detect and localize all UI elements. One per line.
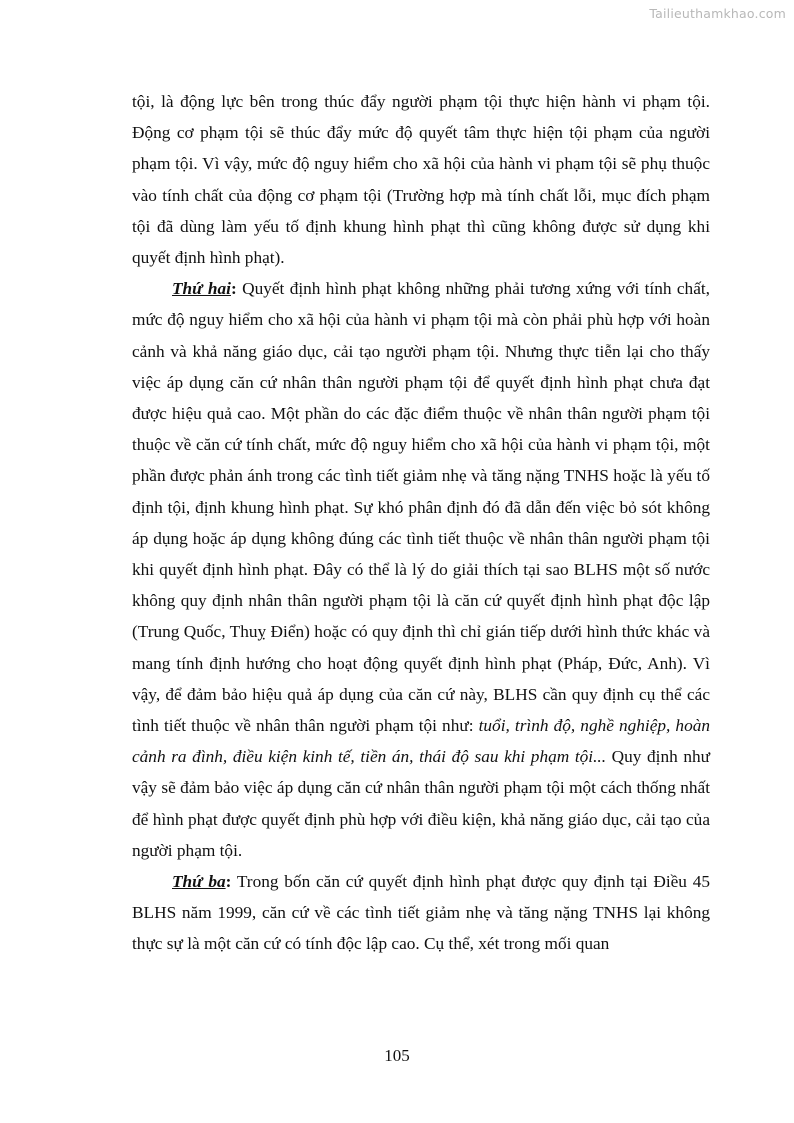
watermark: Tailieuthamkhao.com	[649, 6, 786, 21]
paragraph-2-italic-list: tuổi, trình độ, nghề nghiệp, hoàn cảnh ra đình, điều kiện kinh tế, tiền án, thái độ sau khi phạm tội...	[132, 716, 710, 767]
section-label-thu-ba: Thứ ba	[172, 872, 226, 892]
paragraph-1: tội, là động lực bên trong thúc đẩy người phạm tội thực hiện hành vi phạm tội. Động cơ phạm tội sẽ thúc đẩy mức độ quyết tâm thực hiện tội phạm của người phạm tội. Vì vậy, mức độ nguy hiểm cho xã hội của hành vi phạm tội sẽ phụ thuộc vào tính chất của động cơ phạm tội (Trường hợp mà tính chất lỗi, mục đích phạm tội đã dùng làm yếu tố định khung hình phạt thì cũng không được sử dụng khi quyết định hình phạt).	[132, 92, 710, 268]
paragraph-2-text: Quyết định hình phạt không những phải tương xứng với tính chất, mức độ nguy hiểm cho xã hội của hành vi phạm tội mà còn phải phù hợp với hoàn cảnh và khả năng giáo dục, cải tạo người phạm tội. Nhưng thực tiễn lại cho thấy việc áp dụng căn cứ nhân thân người phạm tội để quyết định hình phạt chưa đạt được hiệu quả cao. Một phần do các đặc điểm thuộc về nhân thân người phạm tội thuộc về căn cứ tính chất, mức độ nguy hiểm cho xã hội của hành vi phạm tội, một phần được phản ánh trong các tình tiết giảm nhẹ và tăng nặng TNHS hoặc là yếu tố định tội, định khung hình phạt. Sự khó phân định đó đã dẫn đến việc bỏ sót không áp dụng hoặc áp dụng không đúng các tình tiết thuộc về nhân thân người phạm tội khi quyết định hình phạt. Đây có thể là lý do giải thích tại sao BLHS một số nước không quy định nhân thân người phạm tội là căn cứ quyết định hình phạt độc lập (Trung Quốc, Thuỵ Điển) hoặc có quy định thì chỉ gián tiếp dưới hình thức khác và mang tính định hướng cho hoạt động quyết định hình phạt (Pháp, Đức, Anh). Vì vậy, để đảm bảo hiệu quả áp dụng của căn cứ này, BLHS cần quy định cụ thể các tình tiết thuộc về nhân thân người phạm tội như:	[132, 279, 710, 736]
paragraph-3	[132, 866, 710, 960]
page-number: 105	[384, 1046, 410, 1065]
label-colon: :	[225, 872, 232, 892]
document-body	[132, 86, 710, 960]
section-label-thu-hai: Thứ hai	[172, 279, 231, 299]
paragraph-2	[132, 273, 710, 866]
paragraph-3-text: Trong bốn căn cứ quyết định hình phạt được quy định tại Điều 45 BLHS năm 1999, căn cứ về các tình tiết giảm nhẹ và tăng nặng TNHS lại không thực sự là một căn cứ có tính độc lập cao. Cụ thể, xét trong mối quan	[132, 872, 711, 954]
paragraph-2-text-end: Quy định như vậy sẽ đảm bảo việc áp dụng căn cứ nhân thân người phạm tội một cách thống nhất để hình phạt được quyết định phù hợp với điều kiện, khả năng giáo dục, cải tạo của người phạm tội.	[132, 747, 710, 860]
label-colon: :	[230, 279, 237, 299]
